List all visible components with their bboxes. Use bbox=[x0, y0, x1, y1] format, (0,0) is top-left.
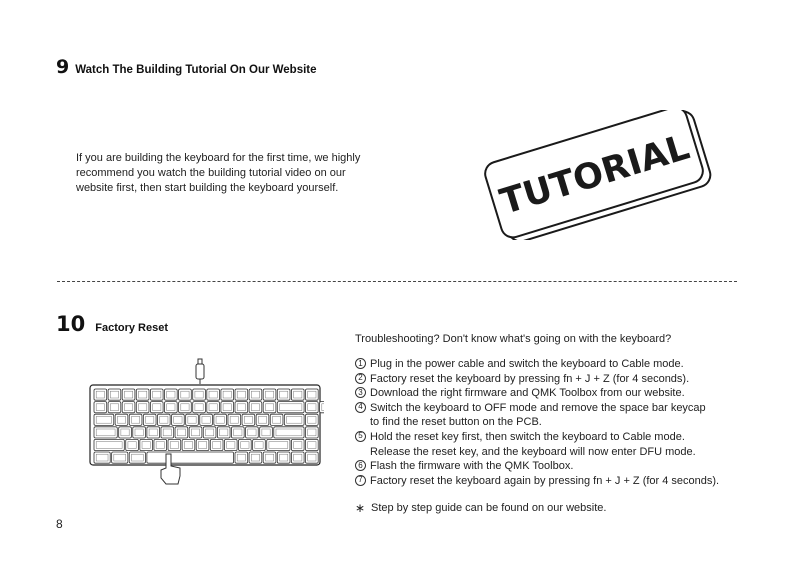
tutorial-stamp bbox=[474, 110, 724, 240]
keycap bbox=[94, 414, 114, 425]
keycap bbox=[193, 402, 206, 413]
keycap bbox=[253, 439, 266, 450]
keycap bbox=[217, 427, 230, 438]
reset-steps bbox=[355, 357, 775, 488]
keycap bbox=[150, 389, 163, 400]
keycap bbox=[306, 389, 319, 400]
list-item bbox=[355, 386, 775, 401]
keycap bbox=[108, 389, 121, 400]
step-number: 9 bbox=[56, 56, 70, 78]
step-marker: 3 bbox=[355, 387, 366, 398]
keycap bbox=[133, 427, 146, 438]
paragraph-line: If you are building the keyboard for the first time, we highly bbox=[76, 152, 361, 164]
troubleshooting-panel bbox=[355, 332, 775, 516]
keycap bbox=[249, 452, 262, 463]
keycap bbox=[249, 402, 262, 413]
keycap bbox=[263, 452, 276, 463]
step-text: Plug in the power cable and switch the keyboard to Cable mode. bbox=[370, 358, 684, 370]
keycap bbox=[186, 414, 199, 425]
troubleshooting-title: Troubleshooting? Don't know what's going on with the keyboard? bbox=[355, 333, 672, 345]
keycap bbox=[172, 414, 185, 425]
page-number: 8 bbox=[56, 517, 63, 531]
list-item bbox=[355, 372, 775, 387]
keycap bbox=[165, 402, 178, 413]
keycap bbox=[306, 427, 319, 438]
keycap bbox=[263, 402, 276, 413]
keycap bbox=[235, 389, 248, 400]
step-text: Flash the firmware with the QMK Toolbox. bbox=[370, 460, 574, 473]
step-marker: 2 bbox=[355, 373, 366, 384]
keycap bbox=[249, 389, 262, 400]
keycap bbox=[94, 402, 107, 413]
keycap bbox=[239, 439, 252, 450]
paragraph-line: website first, then start building the keyboard yourself. bbox=[76, 182, 339, 194]
keycap bbox=[122, 389, 135, 400]
keycap bbox=[306, 414, 319, 425]
section-divider bbox=[57, 281, 737, 282]
keycap bbox=[235, 402, 248, 413]
keycap bbox=[189, 427, 202, 438]
keycap bbox=[221, 402, 234, 413]
keycap bbox=[228, 414, 241, 425]
keycap bbox=[277, 402, 304, 413]
keycap bbox=[94, 439, 124, 450]
keycap bbox=[136, 402, 149, 413]
keycap bbox=[161, 427, 174, 438]
keycap bbox=[235, 452, 248, 463]
keycap bbox=[306, 402, 319, 413]
keycap bbox=[210, 439, 223, 450]
keycap bbox=[193, 389, 206, 400]
section-10-heading bbox=[56, 312, 168, 336]
keycap bbox=[291, 452, 304, 463]
space-bar-key bbox=[147, 452, 234, 463]
keycap bbox=[126, 439, 139, 450]
keycap bbox=[270, 414, 283, 425]
keycap bbox=[207, 402, 220, 413]
keycap bbox=[260, 427, 273, 438]
keycap bbox=[306, 452, 319, 463]
keycap bbox=[242, 414, 255, 425]
step-text: Download the right firmware and QMK Toolbox from our website. bbox=[370, 387, 685, 400]
keycap bbox=[115, 414, 128, 425]
keyboard-body bbox=[90, 385, 324, 465]
keycap bbox=[274, 427, 304, 438]
keycap bbox=[182, 439, 195, 450]
keycap bbox=[277, 452, 290, 463]
step-marker: 4 bbox=[355, 402, 366, 413]
step-text: Switch the keyboard to OFF mode and remove the space bar keycap to find the reset button on the PCB. bbox=[370, 401, 706, 429]
step-text: Hold the reset key first, then switch the keyboard to Cable mode. Release the reset key, and the keyboard will now enter DFU mode. bbox=[370, 430, 696, 458]
tutorial-paragraph bbox=[76, 151, 406, 196]
keycap bbox=[150, 402, 163, 413]
step-text: Factory reset the keyboard again by pressing fn + J + Z (for 4 seconds). bbox=[370, 474, 720, 487]
keycap bbox=[94, 427, 117, 438]
keycap bbox=[154, 439, 167, 450]
keycap bbox=[140, 439, 153, 450]
step-marker: 5 bbox=[355, 431, 366, 442]
keycap bbox=[221, 389, 234, 400]
stamp-text: TUTORIAL bbox=[495, 127, 695, 223]
keycap bbox=[94, 389, 107, 400]
keycap bbox=[196, 439, 209, 450]
keycap bbox=[231, 427, 244, 438]
keycap bbox=[291, 389, 304, 400]
list-item bbox=[355, 474, 775, 489]
keycap bbox=[267, 439, 290, 450]
step-number: 10 bbox=[56, 312, 86, 336]
keyboard-diagram bbox=[88, 358, 324, 488]
list-item bbox=[355, 459, 775, 474]
keycap bbox=[143, 414, 156, 425]
keycap bbox=[179, 402, 192, 413]
step-text: Factory reset the keyboard by pressing fn + J + Z (for 4 seconds). bbox=[370, 372, 690, 385]
keycap bbox=[256, 414, 269, 425]
keycap bbox=[291, 439, 304, 450]
keycap bbox=[168, 439, 181, 450]
keycap bbox=[157, 414, 170, 425]
keycap bbox=[200, 414, 213, 425]
keycap bbox=[175, 427, 188, 438]
step-marker: 7 bbox=[355, 475, 366, 486]
keycap bbox=[263, 389, 276, 400]
list-item bbox=[355, 430, 775, 459]
keycap bbox=[306, 439, 319, 450]
usb-cable bbox=[196, 359, 204, 384]
keycap bbox=[165, 389, 178, 400]
keycap bbox=[136, 389, 149, 400]
keycap bbox=[129, 414, 142, 425]
note-text: Step by step guide can be found on our website. bbox=[371, 502, 607, 515]
section-9-heading bbox=[56, 56, 317, 78]
keycap bbox=[119, 427, 132, 438]
list-item bbox=[355, 401, 775, 430]
list-item bbox=[355, 357, 775, 372]
keycap bbox=[203, 427, 216, 438]
keycap bbox=[108, 402, 121, 413]
step-marker: 6 bbox=[355, 460, 366, 471]
asterisk-icon: ∗ bbox=[355, 501, 366, 516]
keycap bbox=[224, 439, 237, 450]
keycap bbox=[214, 414, 227, 425]
website-note bbox=[355, 501, 775, 516]
keycap bbox=[246, 427, 259, 438]
step-title: Factory Reset bbox=[95, 322, 168, 334]
keycap bbox=[147, 427, 160, 438]
step-marker: 1 bbox=[355, 358, 366, 369]
keycap bbox=[179, 389, 192, 400]
keycap bbox=[277, 389, 290, 400]
keycap bbox=[284, 414, 304, 425]
step-title: Watch The Building Tutorial On Our Website bbox=[75, 64, 317, 76]
paragraph-line: recommend you watch the building tutorial video on our bbox=[76, 167, 346, 179]
keycap bbox=[122, 402, 135, 413]
keycap bbox=[207, 389, 220, 400]
